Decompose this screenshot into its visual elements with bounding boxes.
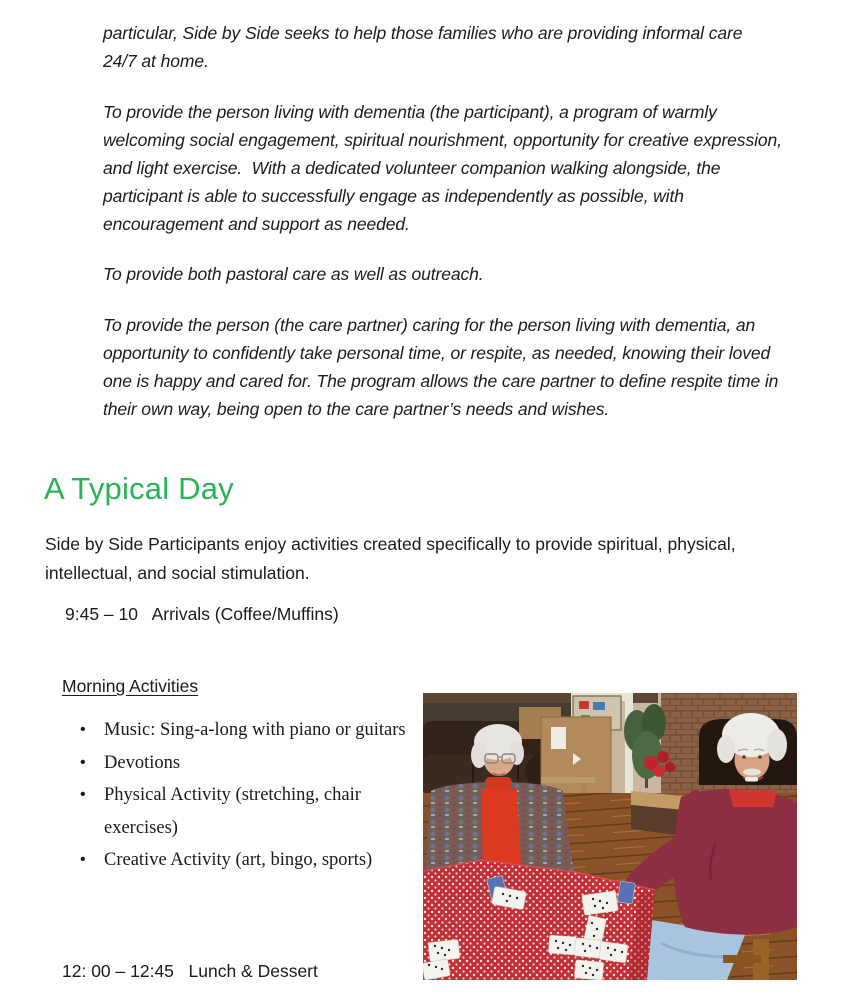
card-game-photo — [423, 693, 797, 980]
typical-day-lead: Side by Side Participants enjoy activities created specifically to provide spiritual, physical, intellectual, and social stimulation. — [45, 533, 741, 583]
intro-paragraph-3: To provide both pastoral care as well as outreach. — [103, 263, 484, 284]
morning-activities-heading: Morning Activities — [62, 676, 199, 696]
list-item — [80, 844, 422, 877]
schedule-arrivals: 9:45 – 10 Arrivals (Coffee/Muffins) — [65, 604, 339, 624]
bullet-icon: • — [80, 851, 86, 868]
intro-paragraph-2: To provide the person living with dementia (the participant), a program of warmly welcoming social engagement, spiritual nourishment, opportunity for creative expression, and light exercise. With a dedicated volunteer companion walking alongside, the participant is able to successfully engage as independently as possible, with encouragement and support as needed. — [103, 101, 787, 234]
bullet-icon: • — [80, 721, 86, 738]
list-item — [80, 779, 422, 844]
morning-activities-list — [78, 714, 422, 877]
list-item-label: Creative Activity (art, bingo, sports) — [104, 850, 373, 870]
list-item-label: Devotions — [104, 752, 181, 773]
schedule-lunch: 12: 00 – 12:45 Lunch & Dessert — [62, 961, 318, 981]
list-item-label: Music: Sing-a-long with piano or guitars — [104, 720, 406, 740]
list-item-label: Physical Activity (stretching, chair exercises) — [104, 785, 361, 838]
bullet-icon: • — [80, 786, 86, 803]
section-heading-typical-day: A Typical Day — [44, 470, 234, 506]
intro-paragraph-4: To provide the person (the care partner) caring for the person living with dementia, an opportunity to confidently take personal time, or respite, as needed, knowing their loved one is happy and cared for. The program allows the care partner to define respite time in their own way, being open to the care partner’s needs and wishes. — [103, 314, 784, 419]
list-item — [80, 714, 422, 747]
bullet-icon: • — [80, 753, 86, 771]
list-item — [80, 747, 422, 780]
intro-paragraph-1: particular, Side by Side seeks to help those families who are providing informal care 24/7 at home. — [103, 22, 748, 71]
